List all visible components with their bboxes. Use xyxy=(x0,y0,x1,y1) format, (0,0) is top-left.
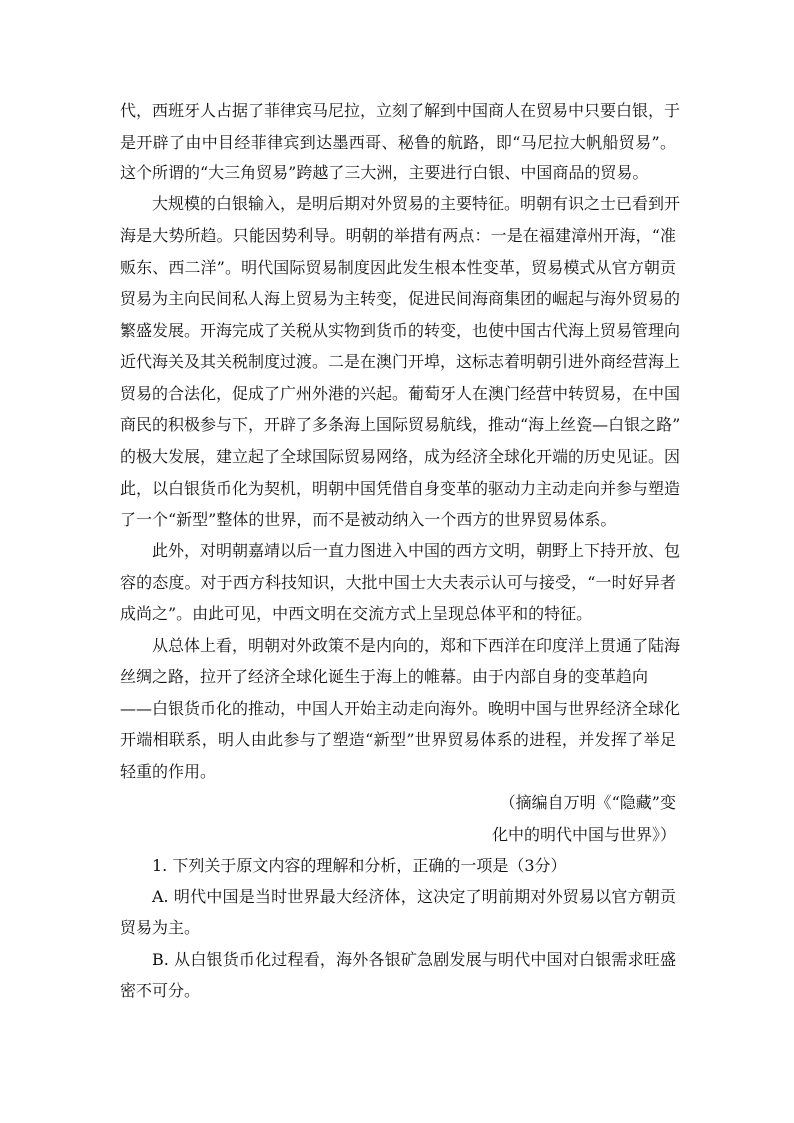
option-line: 贸易为主。 xyxy=(120,918,201,937)
citation-line: 化中的明代中国与世界》） xyxy=(491,825,676,844)
text-line: 商民的积极参与下，开辟了多条海上国际贸易航线，推动“海上丝瓷—白银之路” xyxy=(120,415,681,434)
text-line: 是开辟了由中目经菲律宾到达墨西哥、秘鲁的航路，即“马尼拉大帆船贸易”。 xyxy=(120,133,676,152)
option-line: 密不可分。 xyxy=(120,981,201,1000)
option-line: A. 明代中国是当时世界最大经济体，这决定了明前期对外贸易以官方朝贡 xyxy=(152,887,676,906)
text-line: 此，以白银货币化为契机，明朝中国凭借自身变革的驱动力主动走向并参与塑造 xyxy=(120,479,681,498)
text-line: 丝绸之路，拉开了经济全球化诞生于海上的帷幕。由于内部自身的变革趋向 xyxy=(120,667,649,686)
text-line: 大规模的白银输入，是明后期对外贸易的主要特征。明朝有识之士已看到开 xyxy=(152,194,681,213)
text-line: 海是大势所趋。只能因势利导。明朝的举措有两点：一是在福建漳州开海，“准 xyxy=(120,226,676,245)
text-line: 的极大发展，建立起了全球国际贸易网络，成为经济全球化开端的历史见证。因 xyxy=(120,447,681,466)
text-line: 容的态度。对于西方科技知识，大批中国士大夫表示认可与接受，“一时好异者 xyxy=(120,573,676,592)
text-line: 贸易为主向民间私人海上贸易为主转变，促进民间海商集团的崛起与海外贸易的 xyxy=(120,289,681,308)
text-line: ——白银货币化的推动，中国人开始主动走向海外。晚明中国与世界经济全球化 xyxy=(120,699,681,718)
text-line: 从总体上看，明朝对外政策不是内向的，郑和下西洋在印度洋上贯通了陆海 xyxy=(152,636,681,655)
citation-line: （摘编自万明《“隐藏”变 xyxy=(499,793,676,812)
text-line: 了一个“新型”整体的世界，而不是被动纳入一个西方的世界贸易体系。 xyxy=(120,510,617,529)
question-stem: 1. 下列关于原文内容的理解和分析，正确的一项是（3分） xyxy=(152,856,567,875)
text-line: 代，西班牙人占据了菲律宾马尼拉，立刻了解到中国商人在贸易中只要白银，于 xyxy=(120,101,681,120)
text-line: 繁盛发展。开海完成了关税从实物到货币的转变，也使中国古代海上贸易管理向 xyxy=(120,321,681,340)
option-line: B. 从白银货币化过程看，海外各银矿急剧发展与明代中国对白银需求旺盛 xyxy=(152,950,676,969)
text-line: 贩东、西二洋”。明代国际贸易制度因此发生根本性变革，贸易模式从官方朝贡 xyxy=(120,258,676,277)
text-line: 近代海关及其关税制度过渡。二是在澳门开埠，这标志着明朝引进外商经营海上 xyxy=(120,352,681,371)
text-line: 贸易的合法化，促成了广州外港的兴起。葡萄牙人在澳门经营中转贸易，在中国 xyxy=(120,384,681,403)
text-line: 成尚之”。由此可见，中西文明在交流方式上呈现总体平和的特征。 xyxy=(120,604,593,623)
text-line: 开端相联系，明人由此参与了塑造“新型”世界贸易体系的进程，并发挥了举足 xyxy=(120,730,676,749)
text-line: 此外，对明朝嘉靖以后一直力图进入中国的西方文明，朝野上下持开放、包 xyxy=(152,541,681,560)
text-line: 轻重的作用。 xyxy=(120,762,217,781)
text-line: 这个所谓的“大三角贸易”跨越了三大洲，主要进行白银、中国商品的贸易。 xyxy=(120,163,649,182)
